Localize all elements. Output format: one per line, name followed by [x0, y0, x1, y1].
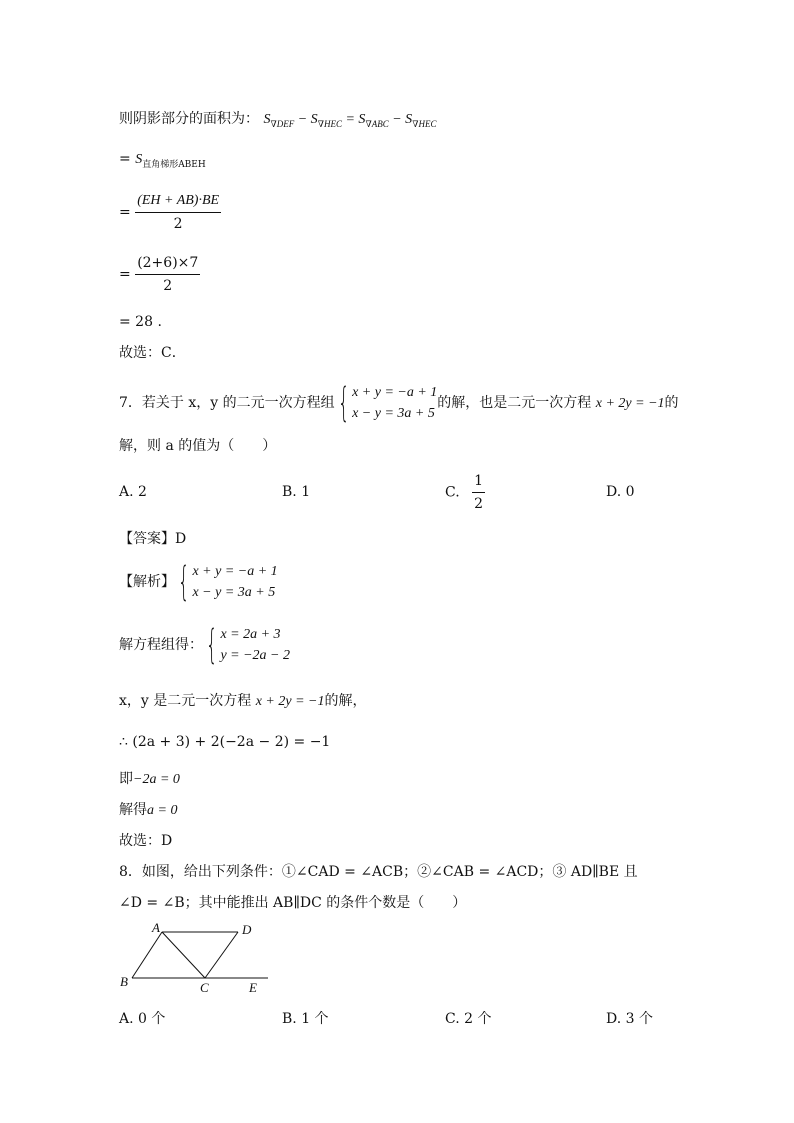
segment-ab	[132, 932, 162, 978]
label-a: A	[152, 920, 160, 935]
q7-eq2: x − y = 3a + 5	[352, 406, 435, 421]
fraction-1-numerator: (EH + AB)·BE	[135, 192, 221, 213]
label-e: E	[249, 980, 257, 995]
label-b: B	[120, 974, 128, 989]
fraction-2	[135, 254, 200, 295]
q7-analysis-system	[192, 561, 277, 603]
q7-sol2: y = −2a − 2	[220, 648, 291, 663]
q7-option-c-denominator: 2	[474, 496, 484, 512]
q7-stem-d: 解，则 a 的值为（ ）	[119, 438, 277, 454]
label-d: D	[242, 922, 252, 937]
q7-option-c-label: C.	[445, 484, 460, 501]
q8-option-a: A. 0 个	[119, 1011, 166, 1027]
label-c: C	[200, 980, 209, 995]
q6-choice: 故选：C．	[119, 345, 186, 361]
q8-stem-b: ∠D = ∠B；其中能推出 AB∥DC 的条件个数是（ ）	[119, 895, 467, 911]
q7-analysis-eq2: x − y = 3a + 5	[192, 585, 276, 600]
area-expression: $S_{\nabla DEF} - S_{\nabla HEC} = S_{\nabla ABC} - S_{\nabla HEC}$	[263, 112, 437, 129]
q7-xy-eq: x + 2y = −1	[255, 694, 325, 709]
q7-xy-end: 的解，	[324, 693, 367, 709]
q7-option-a: A. 2	[119, 484, 147, 500]
fraction-line-2: = $\frac{(2+6)\times 7}{2}$	[119, 255, 199, 294]
area-statement	[119, 110, 436, 129]
q7-stem-b: 的解，也是二元一次方程	[437, 395, 592, 411]
fraction-1-denominator: 2	[173, 216, 183, 232]
q7-eq3: x + 2y = −1	[595, 396, 665, 411]
q7-eq1: x + y = −a + 1	[352, 385, 438, 400]
q7-analysis	[119, 561, 278, 603]
q7-ji-line	[119, 770, 180, 789]
q7-option-c-fraction	[472, 472, 485, 513]
q7-option-d: D. 0	[606, 484, 635, 500]
q7-xy-text: x，y 是二元一次方程	[119, 693, 252, 709]
q8-option-b: B. 1 个	[282, 1011, 329, 1027]
fraction-line-1: = $\frac{(EH + AB)\cdot BE}{2}$	[119, 193, 220, 232]
q7-stem-c: 的	[664, 395, 679, 411]
q7-choice: 故选：D	[119, 833, 173, 849]
q7-analysis-eq1: x + y = −a + 1	[192, 564, 278, 579]
q7-option-c	[445, 472, 485, 513]
q7-jiede-label: 解得	[119, 802, 147, 818]
q7-ji-eq: −2a = 0	[133, 772, 180, 787]
q7-solve-label: 解方程组得：	[119, 637, 203, 653]
q8-option-d: D. 3 个	[606, 1011, 653, 1027]
q7-ji-label: 即	[119, 771, 133, 787]
q7-jiede-eq: a = 0	[147, 803, 178, 818]
area-label: 则阴影部分的面积为：	[119, 111, 259, 127]
q7-solution	[119, 624, 290, 666]
q7-analysis-label: 【解析】	[119, 574, 175, 590]
q7-jiede-line	[119, 801, 177, 820]
q7-option-c-numerator: 1	[472, 472, 485, 493]
left-brace-icon: {	[205, 622, 218, 668]
q7-xy-line	[119, 692, 367, 711]
fraction-2-denominator: 2	[163, 278, 173, 294]
q8-option-c: C. 2 个	[445, 1011, 492, 1027]
q7-solution-system	[220, 624, 290, 666]
trapezoid-area-line: = $S_{直角梯形ABEH}$	[119, 151, 206, 170]
q7-sol1: x = 2a + 3	[220, 627, 281, 642]
trapezoid-subscript: 直角梯形ABEH	[142, 160, 206, 170]
fraction-1	[135, 192, 221, 233]
fraction-2-numerator: (2+6)×7	[135, 254, 200, 275]
q7-stem-a: 7．若关于 x，y 的二元一次方程组	[119, 395, 335, 411]
q8-figure	[115, 920, 275, 995]
q7-stem	[119, 382, 679, 424]
q7-option-b: B. 1	[282, 484, 311, 500]
q7-therefore: ∴ (2a + 3) + 2(−2a − 2) = −1	[119, 734, 331, 750]
q8-stem-a: 8．如图，给出下列条件：①∠CAD = ∠ACB；②∠CAB = ∠ACD；③ AD∥BE 且	[119, 864, 638, 880]
q7-system	[352, 382, 437, 424]
area-result: = 28 .	[119, 314, 162, 330]
q7-answer: 【答案】D	[119, 531, 187, 547]
segment-ac	[162, 932, 205, 978]
left-brace-icon: {	[337, 380, 350, 426]
left-brace-icon: {	[177, 559, 190, 605]
segment-dc	[205, 932, 238, 978]
